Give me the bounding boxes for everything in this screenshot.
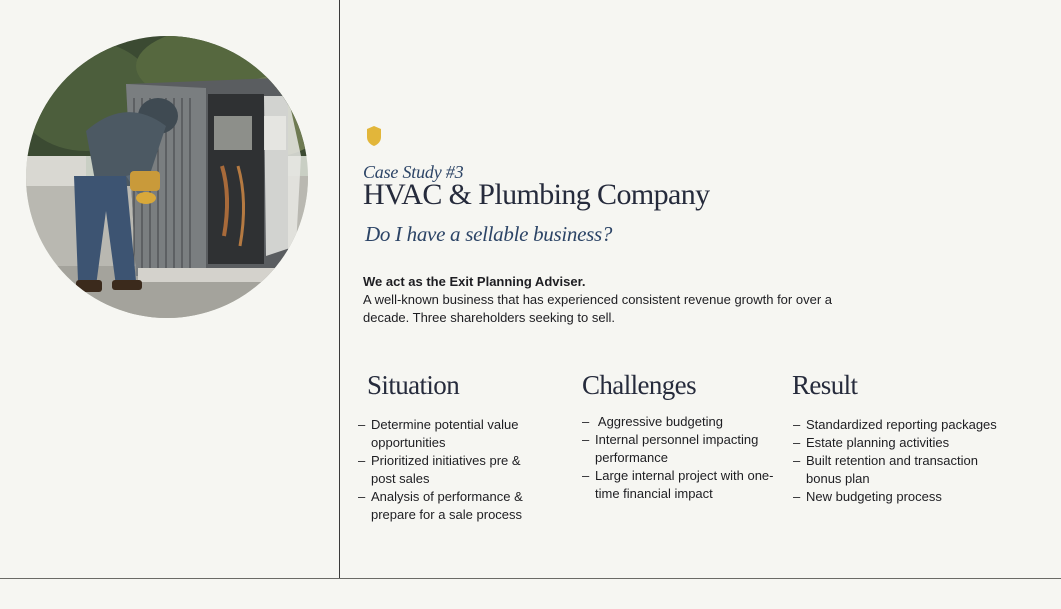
list-item: – New budgeting process <box>793 489 942 504</box>
list-item: – Built retention and transaction bonus plan <box>793 453 978 486</box>
page-title: HVAC & Plumbing Company <box>363 178 710 211</box>
challenges-list <box>582 413 782 503</box>
intro-lead: We act as the Exit Planning Adviser. <box>363 274 586 289</box>
case-question: Do I have a sellable business? <box>365 222 613 246</box>
result-heading: Result <box>792 370 858 400</box>
challenges-heading: Challenges <box>582 370 696 400</box>
list-item: – Large internal project with one-time financial impact <box>582 468 774 501</box>
list-item: – Internal personnel impacting performance <box>582 432 759 465</box>
situation-list <box>358 416 548 524</box>
intro-body: A well-known business that has experienced consistent revenue growth for over a decade. Three shareholders seeking to sell. <box>363 292 832 325</box>
horizontal-divider <box>0 578 1061 579</box>
hvac-technician-photo <box>26 36 308 318</box>
intro-paragraph <box>363 273 843 327</box>
result-list <box>793 416 1023 506</box>
vertical-divider <box>339 0 340 578</box>
list-item: – Standardized reporting packages <box>793 417 997 432</box>
list-item: – Estate planning activities <box>793 435 950 450</box>
situation-heading: Situation <box>367 370 460 400</box>
shield-icon <box>366 126 382 146</box>
list-item: – Prioritized initiatives pre & post sales <box>358 453 521 486</box>
list-item: – Aggressive budgeting <box>582 414 723 429</box>
list-item: – Determine potential value opportunities <box>358 417 519 450</box>
case-study-label: Case Study #3 <box>363 162 464 182</box>
list-item: – Analysis of performance & prepare for a sale process <box>358 489 523 522</box>
